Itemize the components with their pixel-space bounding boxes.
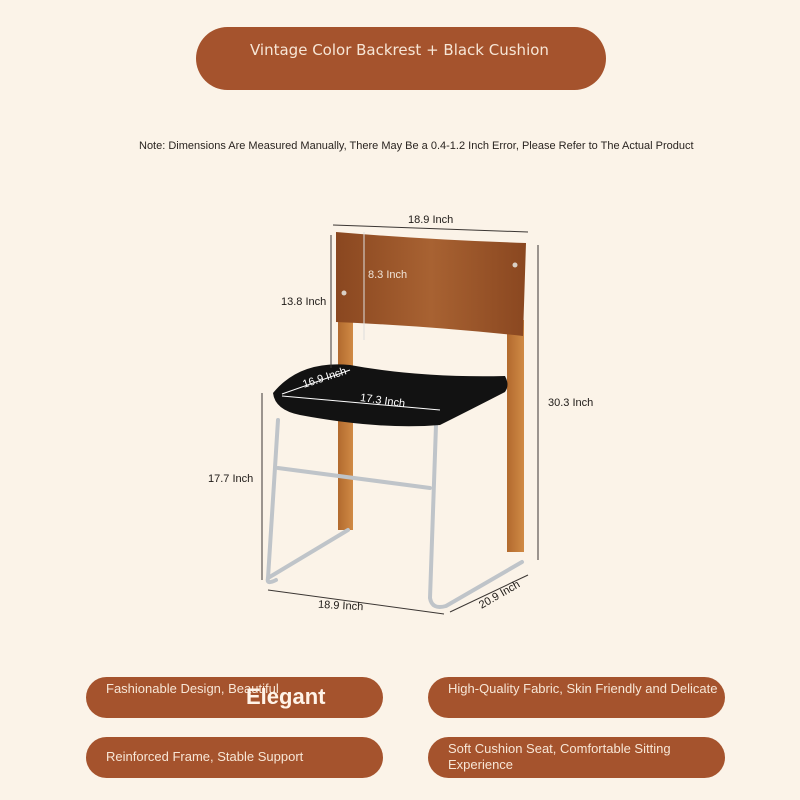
dim-base-width: 18.9 Inch bbox=[317, 598, 364, 614]
feature-frame bbox=[86, 737, 383, 778]
dim-seat-height: 17.7 Inch bbox=[208, 473, 254, 485]
dim-back-side-height: 13.8 Inch bbox=[281, 296, 327, 308]
dim-base-depth: 20.9 Inch bbox=[477, 578, 523, 612]
title-text: Vintage Color Backrest + Black Cushion bbox=[250, 41, 549, 59]
dim-seat-depth: 16.9 Inch bbox=[301, 365, 349, 391]
dimension-note: Note: Dimensions Are Measured Manually, There May Be a 0.4-1.2 Inch Error, Please Refer to The Actual Product bbox=[139, 140, 694, 152]
feature-cushion bbox=[428, 737, 725, 778]
dim-seat-width: 17.3 Inch bbox=[359, 391, 406, 411]
chrome-frame bbox=[268, 420, 522, 607]
feature-elegant-badge: Elegant bbox=[246, 684, 326, 709]
rear-leg-right bbox=[507, 320, 524, 552]
feature-design bbox=[86, 677, 383, 718]
feature-frame-text: Reinforced Frame, Stable Support bbox=[106, 749, 304, 764]
feature-cushion-text: Soft Cushion Seat, Comfortable Sitting Experience bbox=[448, 741, 671, 772]
dim-back-height: 8.3 Inch bbox=[368, 269, 408, 281]
feature-fabric-text: High-Quality Fabric, Skin Friendly and Delicate bbox=[448, 681, 718, 696]
dim-total-height: 30.3 Inch bbox=[548, 397, 594, 409]
feature-fabric bbox=[428, 677, 725, 718]
feature-design-text: Fashionable Design, Beautiful bbox=[106, 681, 279, 696]
dim-back-width: 18.9 Inch bbox=[408, 214, 454, 226]
rear-leg-left bbox=[338, 320, 353, 530]
